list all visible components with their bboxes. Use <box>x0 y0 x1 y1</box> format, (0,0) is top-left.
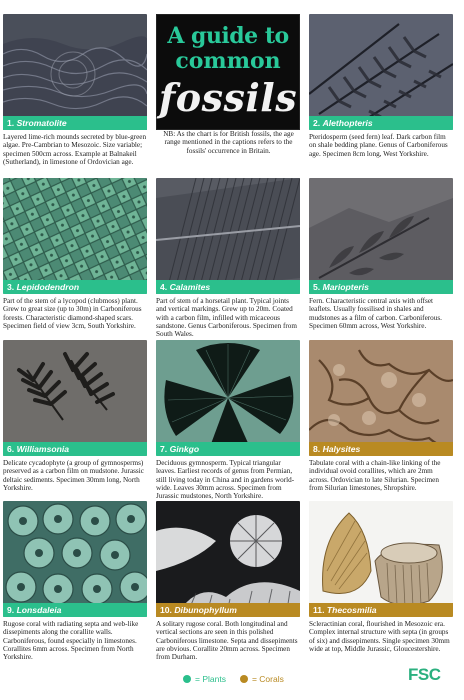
fossil-label: 11. Thecosmilia <box>309 603 453 617</box>
fossil-photo-williamsonia <box>3 340 147 456</box>
fossil-name: Alethopteris <box>322 118 373 128</box>
plant-swatch <box>183 675 191 683</box>
fossil-caption: Part of the stem of a lycopod (clubmoss) plant. Grew to great size (up to 30m) in Carboniferous forests. Characteristic diamond-shaped scars. Specimen field of view 3cm, South Yorkshire. <box>3 297 142 330</box>
fossil-name: Calamites <box>169 282 211 292</box>
fossil-photo-lonsdaleia <box>3 501 147 617</box>
fossil-label: 1. Stromatolite <box>3 116 147 130</box>
nb-note: NB: As the chart is for British fossils, the age range mentioned in the captions refers to the fossils' occurrence in Britain. <box>163 130 294 155</box>
fossil-label: 5. Mariopteris <box>309 280 453 294</box>
fsc-logo: FSC <box>408 665 441 684</box>
title-line-1: A guide to <box>167 23 289 49</box>
fossil-card-alethopteris <box>309 14 453 158</box>
fossil-caption: Part of stem of a horsetail plant. Typical joints and vertical markings. Grew up to 20m. Coated with a carbon film, infilled with micaceous sandstone. Genus Carboniferous. Specimen from South Wales. <box>156 297 297 339</box>
title-line-3: fossils <box>158 75 298 120</box>
fossil-photo-thecosmilia <box>309 501 453 617</box>
fossil-name: Lepidodendron <box>16 282 80 292</box>
fossil-label: 3. Lepidodendron <box>3 280 147 294</box>
title-line-2: common <box>175 48 281 74</box>
fossil-card-lepidodendron <box>3 178 147 330</box>
fossil-label: 9. Lonsdaleia <box>3 603 147 617</box>
fossil-caption: A solitary rugose coral. Both longitudinal and vertical sections are seen in this polished Carboniferous limestone. Septa and dissepiments are obvious. Corallite 20mm across. Specimen from Durham. <box>156 620 298 662</box>
fossil-label: 10. Dibunophyllum <box>156 603 300 617</box>
fossil-name: Williamsonia <box>16 444 70 454</box>
fossil-photo-halysites <box>309 340 453 456</box>
fossil-name: Mariopteris <box>322 282 369 292</box>
fossil-caption: Delicate cycadophyte (a group of gymnosperms) preserved as a carbon film on mudstone. Jurassic deltaic sediments. Specimen 30mm long, North Yorkshire. <box>3 459 144 492</box>
coral-swatch <box>240 675 248 683</box>
fossil-label: 7. Ginkgo <box>156 442 300 456</box>
fossil-label: 6. Williamsonia <box>3 442 147 456</box>
fossil-label: 4. Calamites <box>156 280 300 294</box>
legend <box>183 674 284 684</box>
fossil-caption: Pteridosperm (seed fern) leaf. Dark carbon film on shale bedding plane. Genus of Carboniferous age. Specimen 8cm long, West Yorkshire. <box>309 133 448 158</box>
fossil-name: Thecosmilia <box>326 605 377 615</box>
fossil-card-lonsdaleia <box>3 501 147 661</box>
fossil-card-halysites <box>309 340 453 492</box>
fossil-card-dibunophyllum <box>156 501 300 661</box>
fossil-card-williamsonia <box>3 340 147 492</box>
legend-corals: = Corals <box>251 674 284 684</box>
fossil-caption: Rugose coral with radiating septa and web-like dissepiments along the corallite walls. Carboniferous, found especially in limestones. Corallites 6mm across. Specimen from North Yorkshire. <box>3 620 139 662</box>
fossil-name: Ginkgo <box>169 444 200 454</box>
fossil-caption: Layered lime-rich mounds secreted by blue-green algae. Pre-Cambrian to Mesozoic. Size variable; specimen 500cm across. Example at Balnakeil (Sutherland), in limestone of Ordovician age. <box>3 133 147 166</box>
fossil-photo-mariopteris <box>309 178 453 294</box>
fossil-photo-ginkgo <box>156 340 300 456</box>
fossil-card-stromatolite <box>3 14 147 166</box>
fossil-card-calamites <box>156 178 300 338</box>
fossil-label: 8. Halysites <box>309 442 453 456</box>
fossil-caption: Tabulate coral with a chain-like linking of the individual ovoid corallites, which are 2mm across. Ordovician to late Silurian. Specimen from Silurian limestones, Shropshire. <box>309 459 441 492</box>
fossil-card-thecosmilia <box>309 501 453 653</box>
legend-plants: = Plants <box>195 674 226 684</box>
fossil-caption: Scleractinian coral, flourished in Mesozoic era. Complex internal structure with septa (in groups of six) and dissepiments. Single specimen 30mm wide at top, Middle Jurassic, Gloucestershire. <box>309 620 450 653</box>
fossil-name: Dibunophyllum <box>174 605 237 615</box>
fossil-caption: Fern. Characteristic central axis with offset leaflets. Usually fossilised in shales and mudstones as a film of carbon. Carboniferous. Specimen 60mm across, West Yorkshire. <box>309 297 442 330</box>
fossil-photo-stromatolite <box>3 14 147 130</box>
fossil-card-ginkgo <box>156 340 300 500</box>
fossil-name: Lonsdaleia <box>16 605 62 615</box>
fossil-photo-lepidodendron <box>3 178 147 294</box>
fossil-photo-calamites <box>156 178 300 294</box>
fossil-name: Halysites <box>322 444 361 454</box>
title-panel <box>156 14 300 130</box>
fossil-photo-alethopteris <box>309 14 453 130</box>
fossil-label: 2. Alethopteris <box>309 116 453 130</box>
fossil-name: Stromatolite <box>16 118 67 128</box>
fossil-caption: Deciduous gymnosperm. Typical triangular leaves. Earliest records of genus from Permian, still living today in China and in gardens world-wide. Leaves 30mm across. Specimen from Jurassic mudstones, North Yorkshire. <box>156 459 295 501</box>
fossil-photo-dibunophyllum <box>156 501 300 617</box>
fossil-card-mariopteris <box>309 178 453 330</box>
